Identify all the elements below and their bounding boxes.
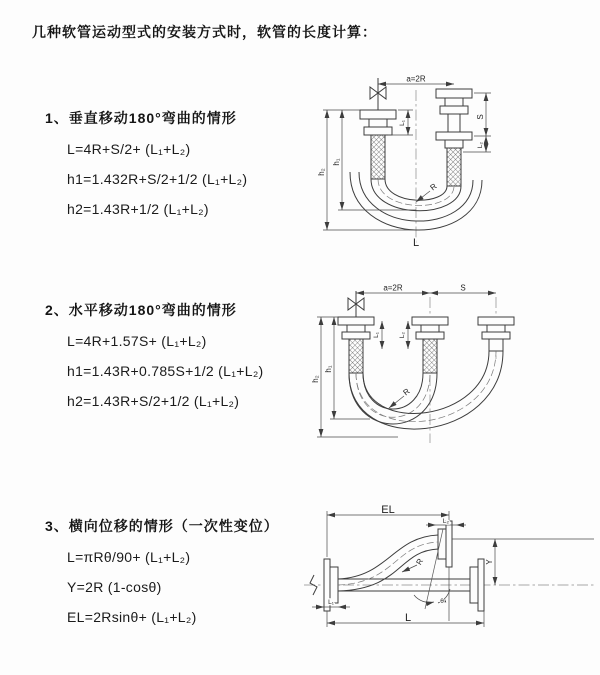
diagram-horizontal-move-180-bend [308,283,600,461]
radius-leader [389,396,404,408]
braided-hose-section [447,148,461,186]
section-1-heading: 1、垂直移动180°弯曲的情形 [45,110,237,126]
hose-u-curves [350,172,482,230]
page-title: 几种软管运动型式的安装方式时，软管的长度计算： [32,24,377,40]
formula-line: h2=1.43R+1/2 (L₁+L₂) [67,201,209,217]
dim-label-l2: L₂ [442,518,450,525]
formula-line: h1=1.43R+0.785S+1/2 (L₁+L₂) [67,363,264,379]
dim-label-h2: h₂ [317,168,326,176]
formula-line: h2=1.43R+S/2+1/2 (L₁+L₂) [67,393,240,409]
dim-label-h1: h₁ [332,158,341,166]
formula-line: L=4R+S/2+ (L₁+L₂) [67,141,191,157]
left-pipe-assembly [360,110,396,179]
right-flange [470,559,484,611]
dim-label-h2: h₂ [311,375,320,383]
dim-label-a2r: a=2R [406,74,426,84]
dim-label-a2r: a=2R [383,283,403,293]
section-3-heading: 3、横向位移的情形（一次性变位） [45,518,279,534]
right-pipe-assembly [436,89,472,186]
section-3 [45,516,279,639]
valve-icon [348,291,364,317]
diagram-vertical-move-180-bend [312,70,600,255]
formula-line: Y=2R (1-cosθ) [67,579,162,595]
dim-label-h1: h₁ [324,365,333,373]
section-2 [45,300,264,423]
dim-label-s: S [460,283,466,293]
dim-label-l1: L₁ [399,120,406,126]
formula-line: L=πRθ/90+ (L₁+L₂) [67,549,191,565]
dim-label-l: L [412,237,420,249]
dim-label-l2: L₂ [399,331,406,339]
dim-label-l2: L₂ [477,141,484,149]
dim-label-l1: L₁ [328,599,334,606]
left-pipe-assembly [338,317,374,373]
formula-line: L=4R+1.57S+ (L₁+L₂) [67,333,207,349]
dim-label-l1: L₁ [373,332,380,338]
dim-label-l: L [404,612,412,624]
formula-line: h1=1.432R+S/2+1/2 (L₁+L₂) [67,171,248,187]
middle-pipe-assembly [412,317,448,373]
dim-label-el: EL [381,504,395,516]
valve-icon [370,78,386,110]
formula-line: EL=2Rsinθ+ (L₁+L₂) [67,609,197,625]
angle-arc [414,595,434,602]
angle-construction-line [425,529,443,609]
section-1 [45,108,247,231]
braided-hose-section [349,339,363,373]
dim-label-s: S [476,114,485,120]
angle-label: θ [440,598,444,605]
braided-hose-section [371,135,385,179]
section-2-heading: 2、水平移动180°弯曲的情形 [45,302,237,318]
braided-hose-section [423,339,437,373]
radius-label: R [401,386,412,398]
radius-label: R [428,181,439,193]
moved-pipe-assembly [478,317,514,351]
displaced-flange [438,521,452,567]
diagram-lateral-displacement [298,503,600,645]
dim-label-y: Y [485,559,494,565]
radius-leader [402,565,417,572]
radius-label: R [414,556,426,567]
